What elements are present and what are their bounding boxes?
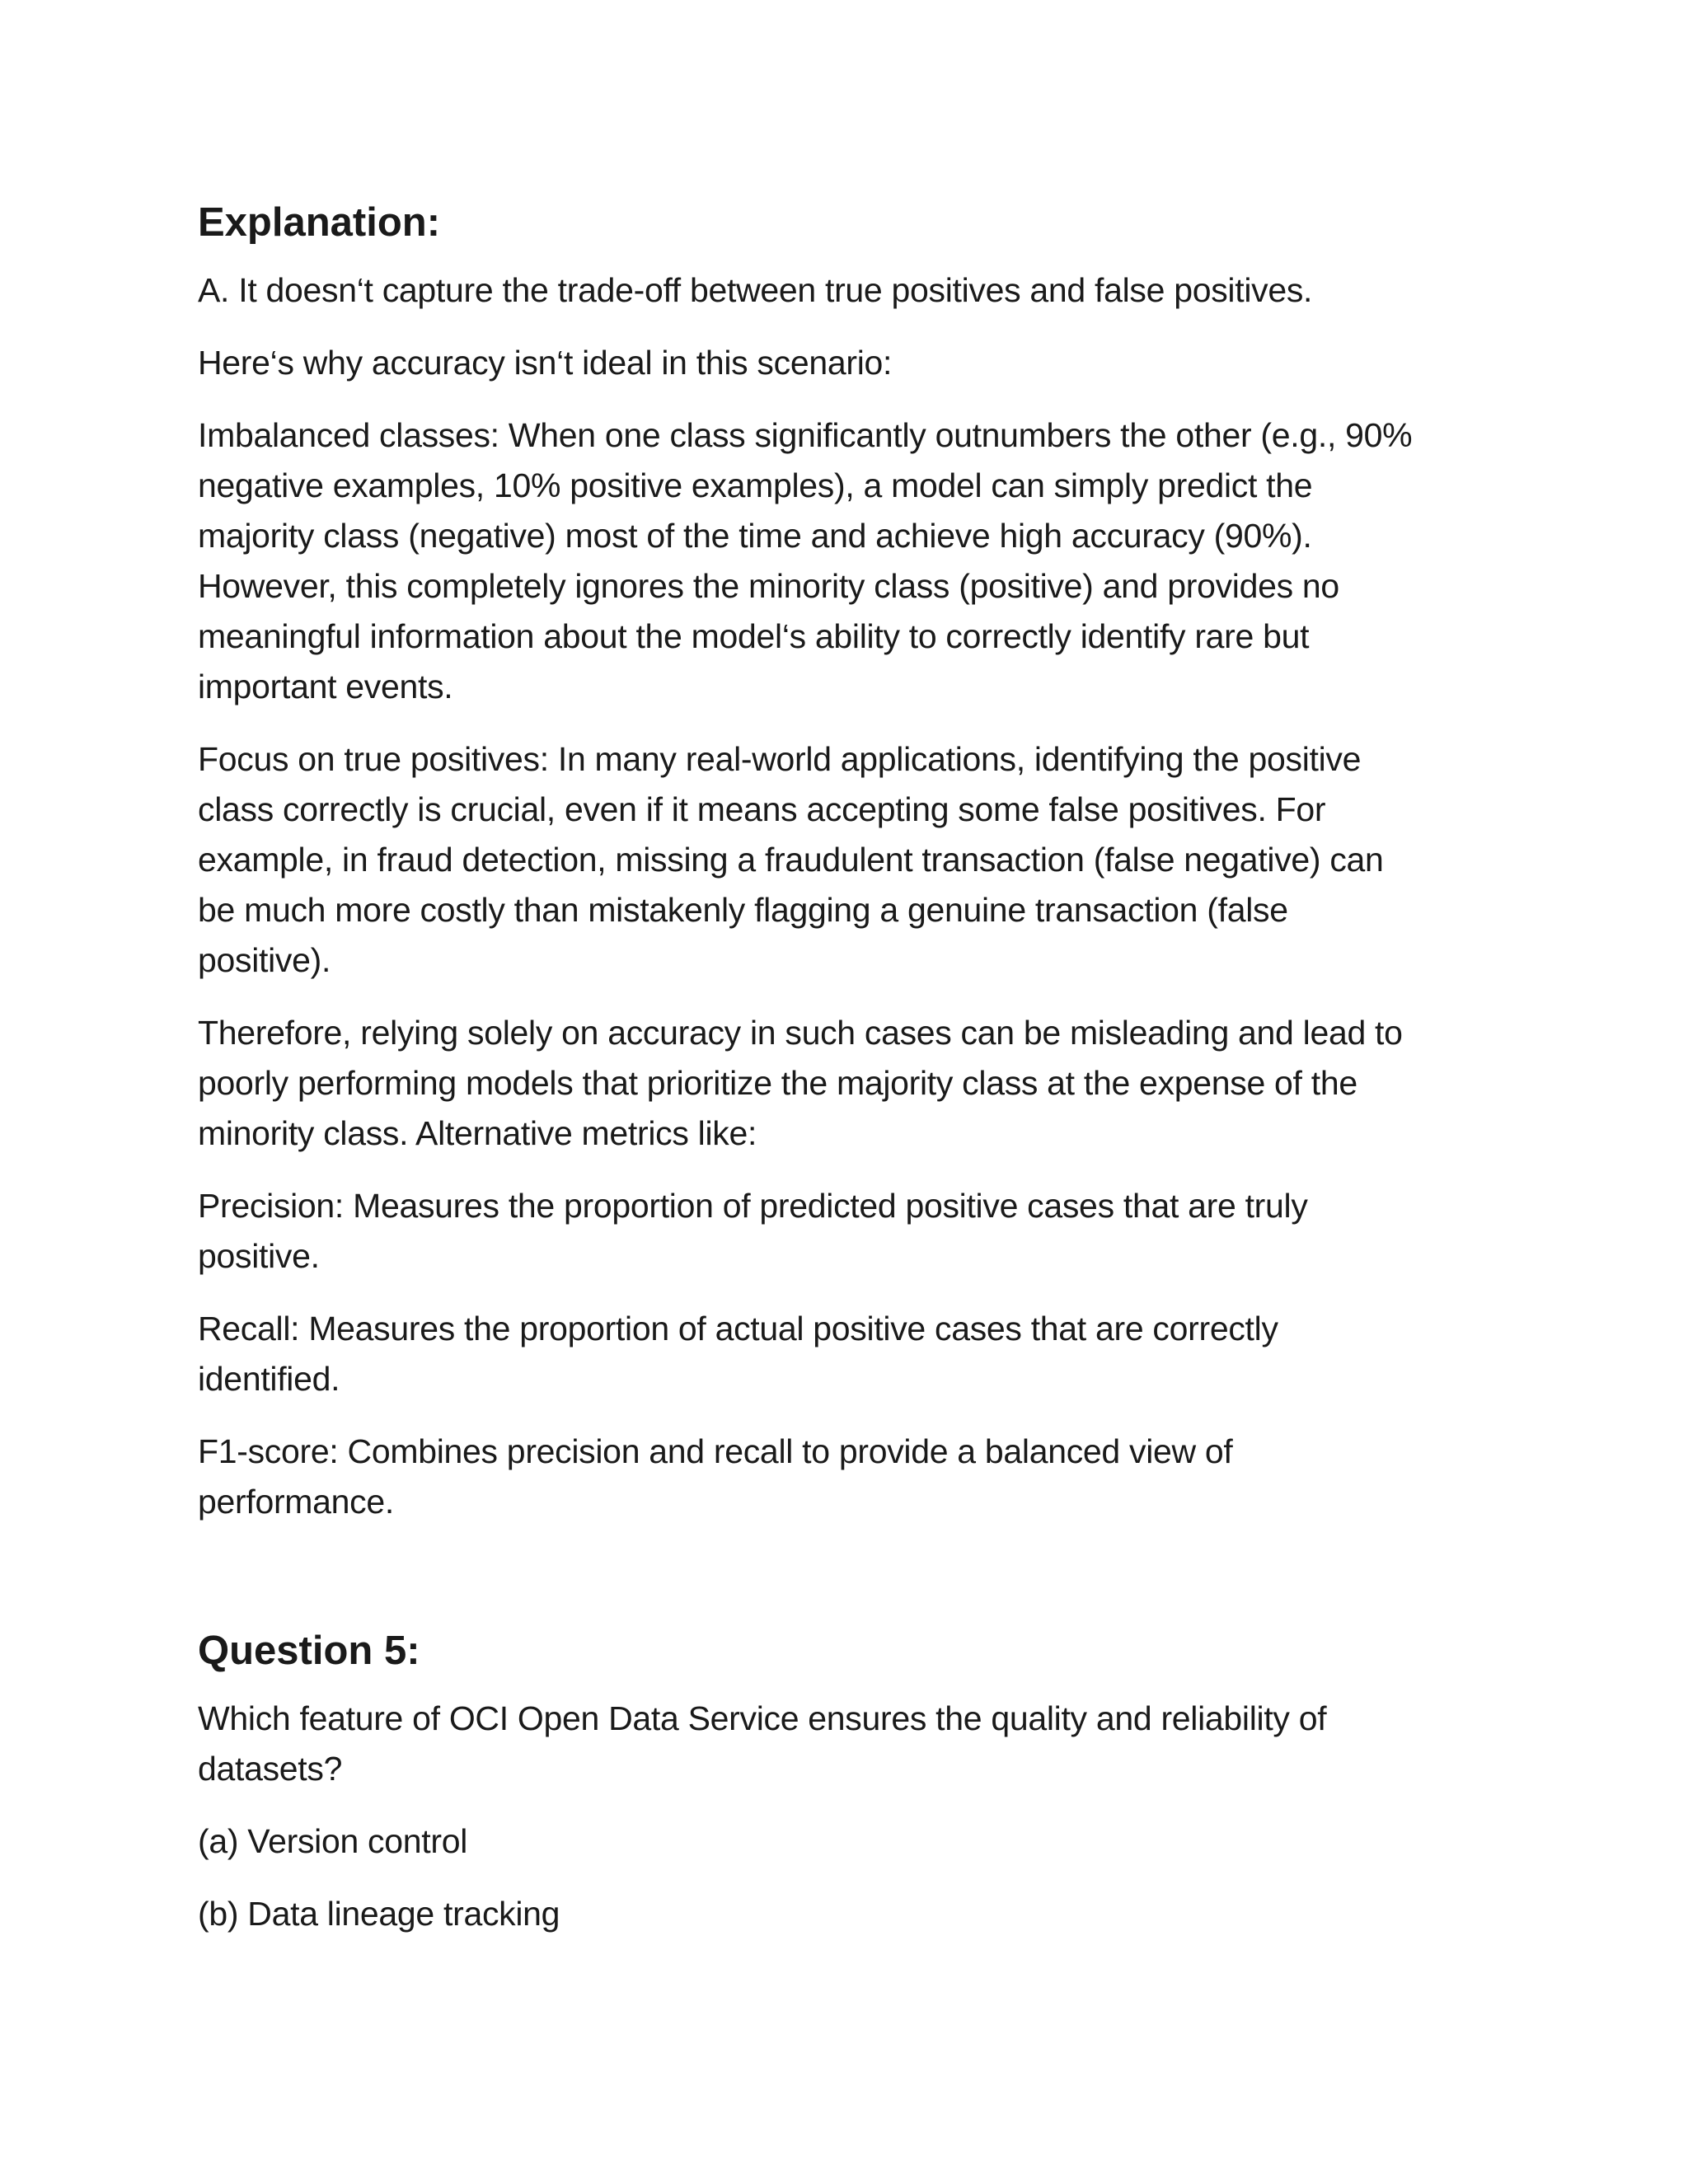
text-line: Focus on true positives: In many real-world applications, identifying the positive bbox=[198, 740, 1362, 778]
document-page bbox=[198, 198, 1500, 1961]
question-prompt bbox=[198, 1694, 1500, 1794]
answer-paragraph bbox=[198, 265, 1500, 316]
imbalanced-classes-paragraph bbox=[198, 410, 1500, 712]
true-positives-paragraph bbox=[198, 734, 1500, 986]
text-line: majority class (negative) most of the time and achieve high accuracy (90%). bbox=[198, 517, 1312, 555]
text-line: A. It doesn‘t capture the trade-off between true positives and false positives. bbox=[198, 271, 1313, 309]
text-line: datasets? bbox=[198, 1750, 343, 1788]
conclusion-paragraph bbox=[198, 1008, 1500, 1159]
f1-score-paragraph bbox=[198, 1427, 1500, 1527]
explanation-heading: Explanation: bbox=[198, 200, 441, 245]
option-b bbox=[198, 1889, 1500, 1939]
text-line: performance. bbox=[198, 1483, 394, 1521]
text-line: important events. bbox=[198, 668, 453, 705]
recall-paragraph bbox=[198, 1304, 1500, 1404]
text-line: Recall: Measures the proportion of actual positive cases that are correctly bbox=[198, 1310, 1278, 1347]
question-heading: Question 5: bbox=[198, 1629, 420, 1673]
text-line: Imbalanced classes: When one class significantly outnumbers the other (e.g., 90% bbox=[198, 416, 1413, 454]
text-line: example, in fraud detection, missing a fraudulent transaction (false negative) can bbox=[198, 841, 1384, 879]
text-line: class correctly is crucial, even if it means accepting some false positives. For bbox=[198, 790, 1326, 828]
text-line: Precision: Measures the proportion of predicted positive cases that are truly bbox=[198, 1187, 1308, 1225]
text-line: be much more costly than mistakenly flagging a genuine transaction (false bbox=[198, 891, 1288, 929]
text-line: positive. bbox=[198, 1237, 320, 1275]
text-line: poorly performing models that prioritize the majority class at the expense of the bbox=[198, 1064, 1357, 1102]
text-line: negative examples, 10% positive examples), a model can simply predict the bbox=[198, 466, 1313, 504]
text-line: identified. bbox=[198, 1360, 340, 1398]
precision-paragraph bbox=[198, 1181, 1500, 1282]
intro-paragraph bbox=[198, 338, 1500, 388]
text-line: meaningful information about the model‘s ability to correctly identify rare but bbox=[198, 617, 1310, 655]
text-line: However, this completely ignores the minority class (positive) and provides no bbox=[198, 567, 1339, 605]
text-line: positive). bbox=[198, 941, 331, 979]
text-line: Here‘s why accuracy isn‘t ideal in this scenario: bbox=[198, 344, 893, 382]
option-label: (b) Data lineage tracking bbox=[198, 1895, 560, 1933]
text-line: F1-score: Combines precision and recall to provide a balanced view of bbox=[198, 1432, 1233, 1470]
text-line: Therefore, relying solely on accuracy in such cases can be misleading and lead to bbox=[198, 1014, 1403, 1052]
text-line: Which feature of OCI Open Data Service ensures the quality and reliability of bbox=[198, 1699, 1327, 1737]
text-line: minority class. Alternative metrics like: bbox=[198, 1114, 757, 1152]
option-label: (a) Version control bbox=[198, 1822, 468, 1860]
option-a bbox=[198, 1816, 1500, 1867]
section-spacer bbox=[198, 1549, 1500, 1626]
